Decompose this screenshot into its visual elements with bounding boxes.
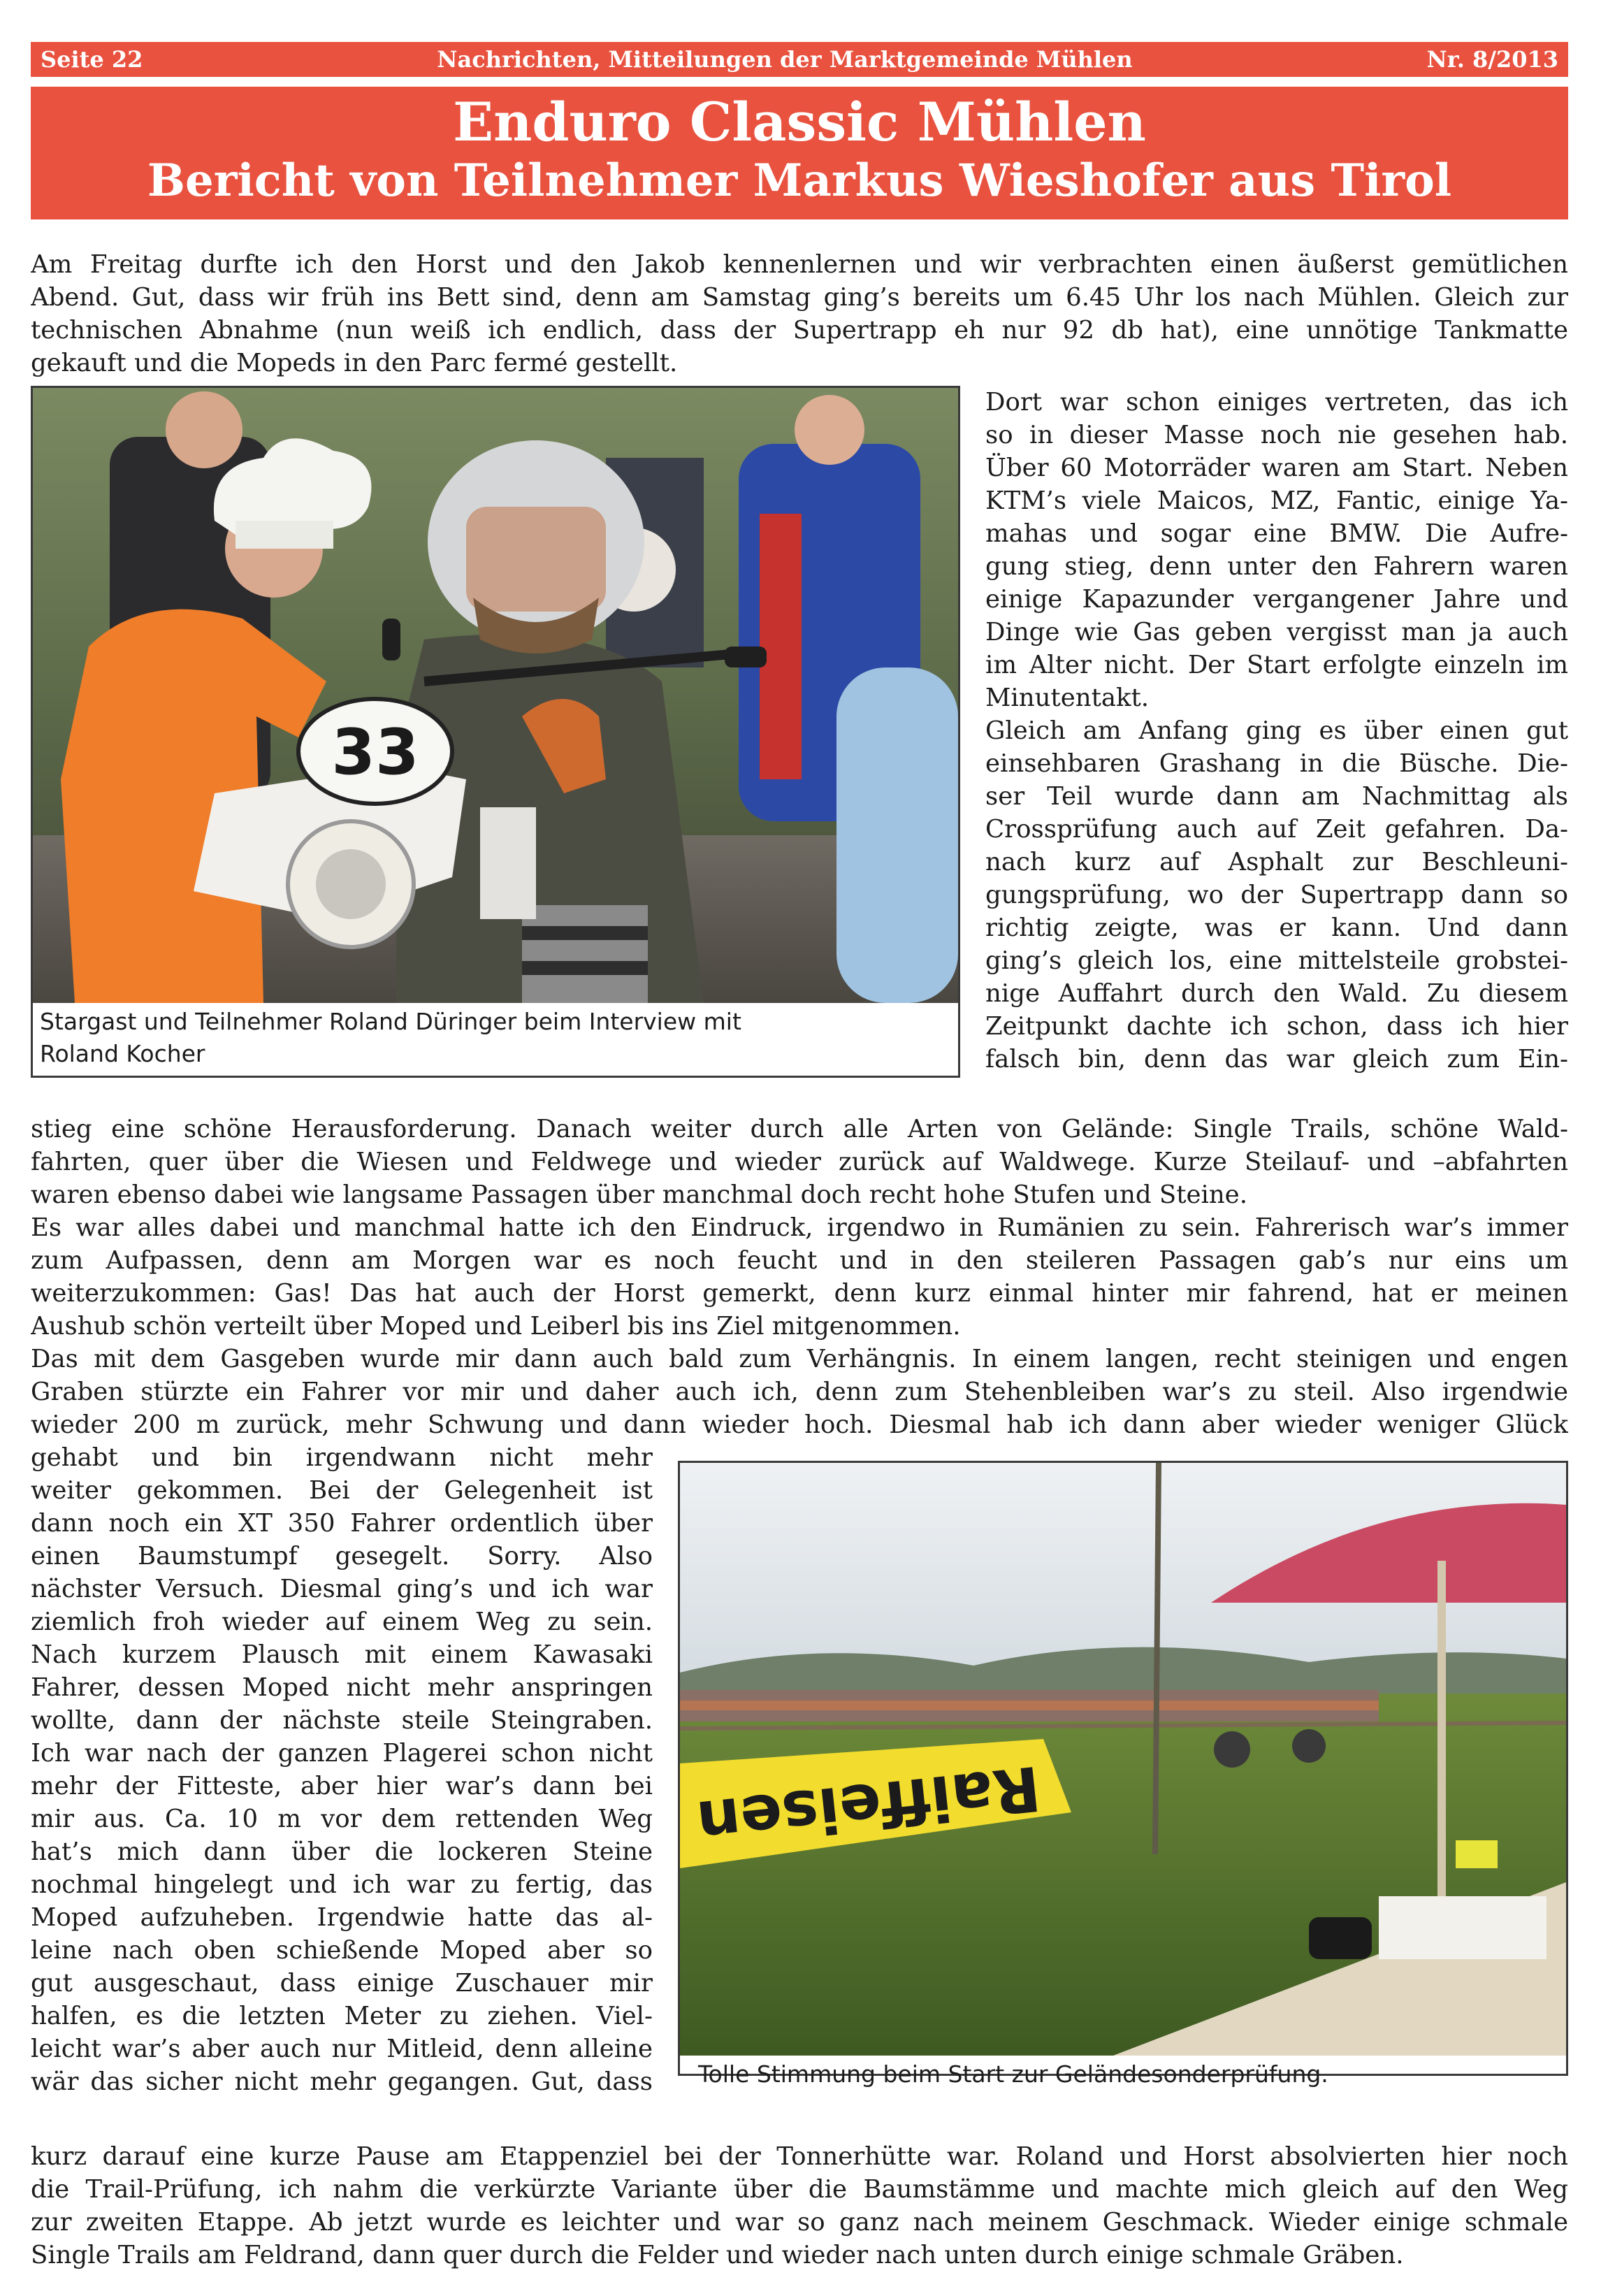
text-line: waren ebenso dabei wie langsame Passagen über manchmal doch recht hohe Stufen und Steine. <box>31 1181 1247 1209</box>
text-line: gung stieg, denn unter den Fahrern waren <box>985 552 1568 581</box>
left-column-text <box>31 1441 653 2098</box>
text-line: gekauft und die Mopeds in den Parc fermé gestellt. <box>31 349 678 377</box>
intro-paragraph <box>31 248 1568 380</box>
text-line: Ich war nach der ganzen Plagerei schon nicht <box>31 1739 653 1768</box>
text-line: Crossprüfung auch auf Zeit gefahren. Da- <box>985 815 1568 844</box>
text-line: weiterzukommen: Gas! Das hat auch der Horst gemerkt, denn kurz einmal hinter mir fahrend, hat er meinen <box>31 1279 1568 1308</box>
text-line: ziemlich froh wieder auf einem Weg zu sein. <box>31 1608 653 1636</box>
text-line: Dinge wie Gas geben vergisst man ja auch <box>985 618 1568 647</box>
interview-photo-figure <box>31 386 960 1078</box>
text-line: Fahrer, dessen Moped nicht mehr anspringen <box>31 1673 653 1702</box>
caption-line: Roland Kocher <box>40 1040 205 1067</box>
text-line: nige Auffahrt durch den Wald. Zu diesem <box>985 979 1568 1008</box>
interview-photo-caption <box>33 1003 958 1073</box>
start-area-photo-figure <box>678 1461 1568 2088</box>
text-line: nochmal hingelegt und ich war zu fertig, das <box>31 1870 653 1899</box>
caption-line: Stargast und Teilnehmer Roland Düringer beim Interview mit <box>40 1008 741 1035</box>
text-line: zur zweiten Etappe. Ab jetzt wurde es leichter und war so ganz nach meinem Geschmack. Wieder einige schmale <box>31 2208 1568 2237</box>
text-line: wär das sicher nicht mehr gegangen. Gut, dass <box>31 2067 653 2096</box>
text-line: ser Teil wurde dann am Nachmittag als <box>985 782 1568 811</box>
text-line: im Alter nicht. Der Start erfolgte einzeln im <box>985 651 1568 679</box>
text-line: wieder 200 m zurück, mehr Schwung und dann wieder hoch. Diesmal hab ich dann aber wieder weniger Glück <box>31 1410 1568 1439</box>
text-line: leicht war’s aber auch nur Mitleid, denn alleine <box>31 2035 653 2063</box>
text-line: Nach kurzem Plausch mit einem Kawasaki <box>31 1640 653 1669</box>
text-line: Graben stürzte ein Fahrer vor mir und daher auch ich, denn zum Stehenbleiben war’s zu steil. Also irgendwie <box>31 1378 1568 1406</box>
text-line: ging’s gleich los, eine mittelsteile grobstei- <box>985 946 1568 975</box>
sponsor-banner-text: Raiffeisen <box>693 1752 1044 1860</box>
text-line: Dort war schon einiges vertreten, das ich <box>985 388 1568 417</box>
text-line: gungsprüfung, wo der Supertrapp dann so <box>985 881 1568 909</box>
text-line: Über 60 Motorräder waren am Start. Neben <box>985 454 1568 482</box>
text-line: Das mit dem Gasgeben wurde mir dann auch bald zum Verhängnis. In einem langen, recht steinigen und engen <box>31 1345 1568 1373</box>
text-line: die Trail-Prüfung, ich nahm die verkürzte Variante über die Baumstämme und machte mich gleich auf den Weg <box>31 2175 1568 2204</box>
text-line: Aushub schön verteilt über Moped und Leiberl bis ins Ziel mitgenommen. <box>31 1312 961 1341</box>
text-line: leine nach oben schießende Moped aber so <box>31 1936 653 1965</box>
text-line: mehr der Fitteste, aber hier war’s dann bei <box>31 1772 653 1800</box>
ending-paragraph <box>31 2140 1568 2272</box>
text-line: Minutentakt. <box>985 684 1150 712</box>
text-line: einsehbaren Grashang in die Büsche. Die- <box>985 749 1568 778</box>
text-line: fahrten, quer über die Wiesen und Feldwege und wieder zurück auf Waldwege. Kurze Steilauf- und –abfahrten <box>31 1148 1568 1176</box>
start-area-photo <box>680 1463 1566 2056</box>
page-number: Seite 22 <box>41 46 143 73</box>
text-line: Abend. Gut, dass wir früh ins Bett sind, denn am Samstag ging’s bereits um 6.45 Uhr los nach Mühlen. Gleich zur <box>31 283 1568 312</box>
text-line: zum Aufpassen, denn am Morgen war es noch feucht und in den steileren Passagen gab’s nur eins um <box>31 1246 1568 1275</box>
text-line: so in dieser Masse noch nie gesehen hab. <box>985 421 1568 449</box>
article-subtitle: Bericht von Teilnehmer Markus Wieshofer aus Tirol <box>147 154 1452 207</box>
text-line: Es war alles dabei und manchmal hatte ich den Eindruck, irgendwo in Rumänien zu sein. Fahrerisch war’s immer <box>31 1213 1568 1242</box>
right-column-text <box>985 386 1568 1076</box>
text-line: nach kurz auf Asphalt zur Beschleuni- <box>985 848 1568 876</box>
text-line: dann noch ein XT 350 Fahrer ordentlich über <box>31 1509 653 1538</box>
issue-number: Nr. 8/2013 <box>1426 46 1558 73</box>
text-line: mir aus. Ca. 10 m vor dem rettenden Weg <box>31 1805 653 1833</box>
number-plate: 33 <box>331 716 419 789</box>
text-line: hat’s mich dann über die lockeren Steine <box>31 1837 653 1866</box>
page-header-bar <box>31 42 1568 77</box>
article-title: Enduro Classic Mühlen <box>453 91 1146 153</box>
text-line: richtig zeigte, was er kann. Und dann <box>985 914 1568 942</box>
interview-photo <box>33 388 958 1003</box>
text-line: falsch bin, denn das war gleich zum Ein- <box>985 1045 1568 1074</box>
text-line: Zeitpunkt dachte ich schon, dass ich hier <box>985 1012 1568 1041</box>
text-line: einen Baumstumpf gesegelt. Sorry. Also <box>31 1542 653 1571</box>
start-area-photo-caption: Tolle Stimmung beim Start zur Geländesonderprüfung. <box>698 2060 1328 2088</box>
text-line: gehabt und bin irgendwann nicht mehr <box>31 1443 653 1472</box>
text-line: stieg eine schöne Herausforderung. Danach weiter durch alle Arten von Gelände: Single Trails, schöne Wald- <box>31 1115 1568 1143</box>
text-line: einige Kapazunder vergangener Jahre und <box>985 585 1568 614</box>
text-line: halfen, es die letzten Meter zu ziehen. Viel- <box>31 2002 653 2030</box>
text-line: Moped aufzuheben. Irgendwie hatte das al- <box>31 1903 653 1932</box>
newsletter-name: Nachrichten, Mitteilungen der Marktgemeinde Mühlen <box>437 46 1133 73</box>
text-line: weiter gekommen. Bei der Gelegenheit ist <box>31 1476 653 1505</box>
text-line: kurz darauf eine kurze Pause am Etappenziel bei der Tonnerhütte war. Roland und Horst absolvierten hier noch <box>31 2142 1568 2171</box>
text-line: nächster Versuch. Diesmal ging’s und ich war <box>31 1575 653 1603</box>
text-line: Am Freitag durfte ich den Horst und den Jakob kennenlernen und wir verbrachten einen äußerst gemütlichen <box>31 250 1568 279</box>
article-title-banner <box>31 87 1568 219</box>
text-line: Single Trails am Feldrand, dann quer durch die Felder und wieder nach unten durch einige schmale Gräben. <box>31 2241 1404 2269</box>
text-line: wollte, dann der nächste steile Steingraben. <box>31 1706 653 1735</box>
text-line: mahas und sogar eine BMW. Die Aufre- <box>985 519 1568 548</box>
text-line: Gleich am Anfang ging es über einen gut <box>985 716 1568 745</box>
text-line: gut ausgeschaut, dass einige Zuschauer mir <box>31 1969 653 1998</box>
text-line: technischen Abnahme (nun weiß ich endlich, dass der Supertrapp eh nur 92 db hat), eine unnötige Tankmatte <box>31 316 1568 345</box>
middle-paragraph <box>31 1113 1568 1441</box>
text-line: KTM’s viele Maicos, MZ, Fantic, einige Ya- <box>985 486 1568 515</box>
